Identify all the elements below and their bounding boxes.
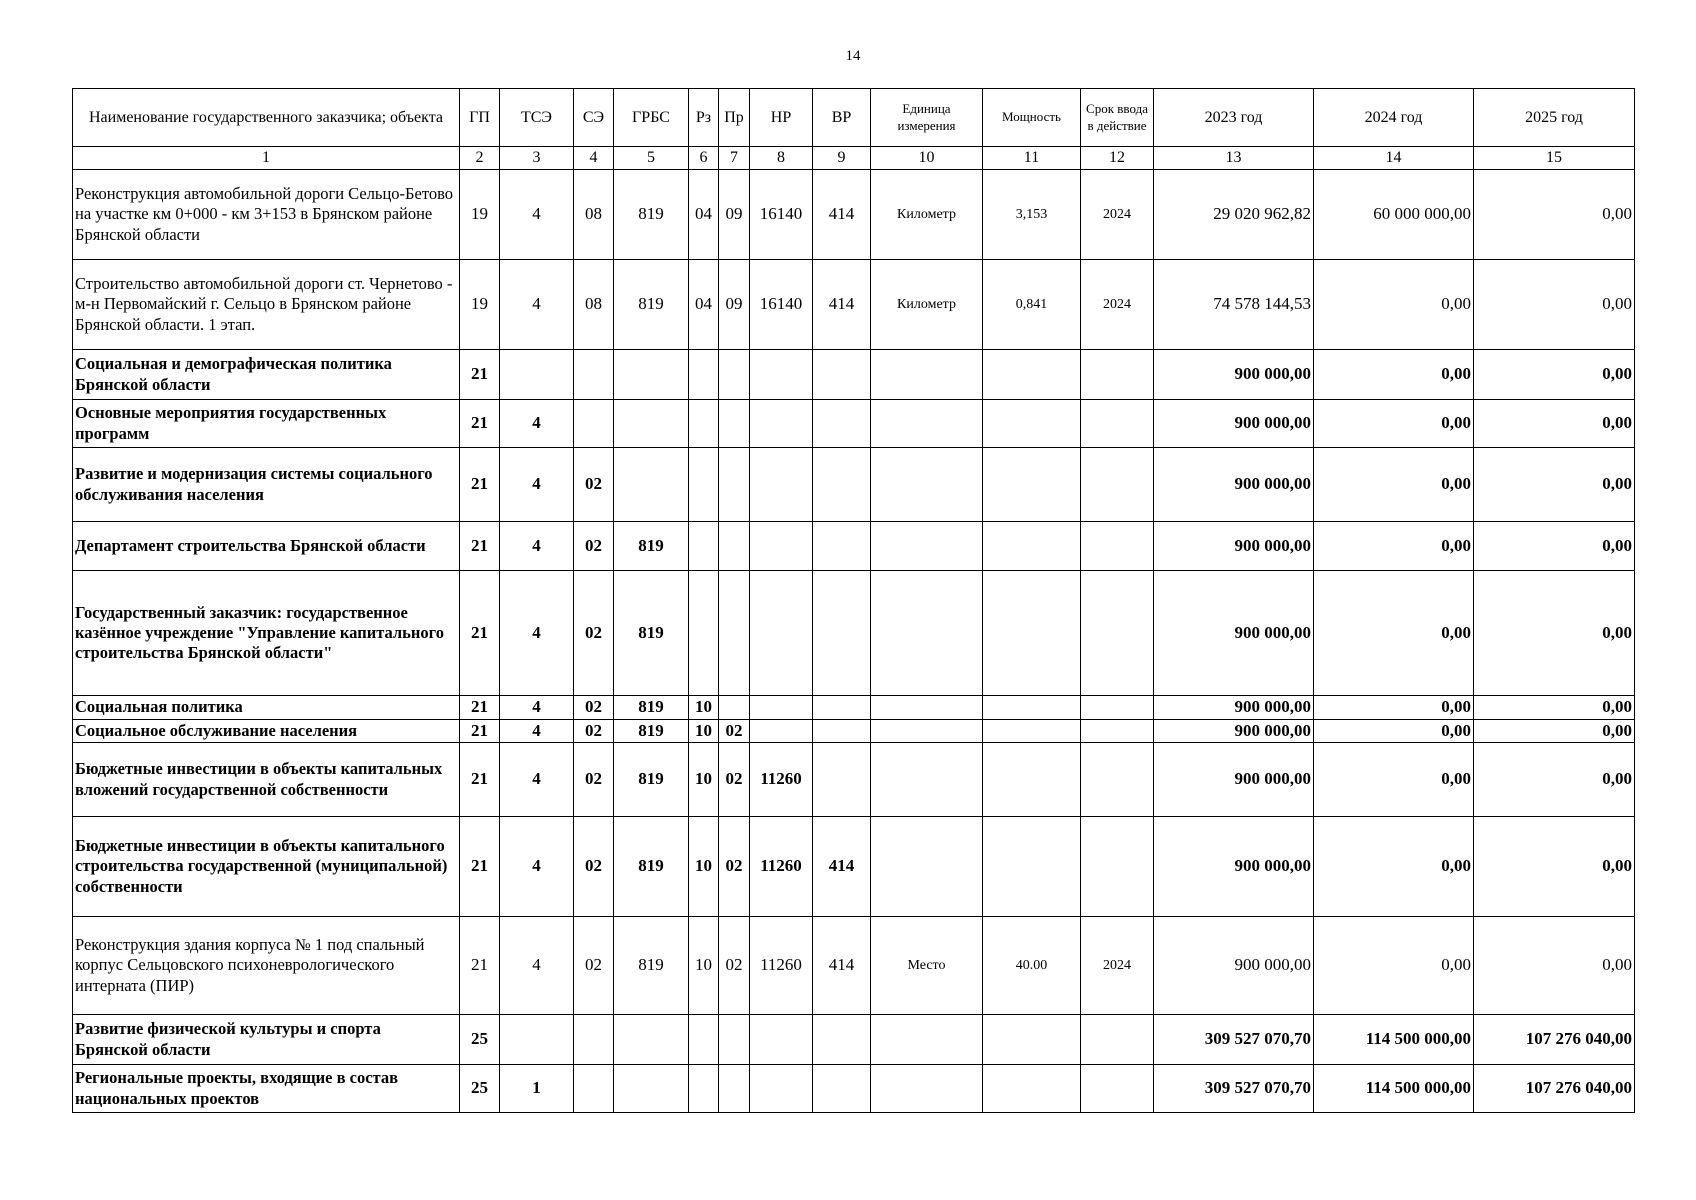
header-2024: 2024 год: [1314, 89, 1474, 147]
cell-2024: 0,00: [1314, 350, 1474, 400]
table-row: [73, 817, 1635, 917]
cell-2023: 900 000,00: [1154, 696, 1314, 720]
cell-2025: 0,00: [1474, 571, 1635, 696]
cell-tse: 1: [500, 1065, 574, 1113]
cell-tse: [500, 350, 574, 400]
cell-2023: 29 020 962,82: [1154, 170, 1314, 260]
column-number: 15: [1474, 147, 1635, 170]
cell-tse: 4: [500, 917, 574, 1015]
header-vr: ВР: [813, 89, 871, 147]
cell-power: [983, 571, 1081, 696]
cell-tse: 4: [500, 817, 574, 917]
cell-tse: 4: [500, 400, 574, 448]
cell-se: [574, 400, 614, 448]
cell-name: Бюджетные инвестиции в объекты капитальных вложений государственной собственности: [73, 743, 460, 817]
header-tse: ТСЭ: [500, 89, 574, 147]
cell-vr: [813, 448, 871, 522]
cell-se: 02: [574, 696, 614, 720]
cell-grbs: [614, 1015, 689, 1065]
cell-2025: 107 276 040,00: [1474, 1015, 1635, 1065]
cell-nr: [750, 696, 813, 720]
cell-power: [983, 1065, 1081, 1113]
cell-name: Государственный заказчик: государственное казённое учреждение "Управление капитального строительства Брянской области": [73, 571, 460, 696]
cell-2024: 0,00: [1314, 917, 1474, 1015]
cell-2023: 309 527 070,70: [1154, 1015, 1314, 1065]
cell-rz: 10: [689, 743, 719, 817]
cell-2024: 114 500 000,00: [1314, 1015, 1474, 1065]
cell-name: Социальная политика: [73, 696, 460, 720]
cell-2024: 0,00: [1314, 260, 1474, 350]
cell-vr: [813, 743, 871, 817]
cell-pr: 02: [719, 743, 750, 817]
header-se: СЭ: [574, 89, 614, 147]
header-2023: 2023 год: [1154, 89, 1314, 147]
cell-2024: 0,00: [1314, 571, 1474, 696]
cell-grbs: 819: [614, 571, 689, 696]
cell-2024: 0,00: [1314, 522, 1474, 571]
cell-unit: Километр: [871, 260, 983, 350]
cell-2024: 0,00: [1314, 743, 1474, 817]
cell-se: 08: [574, 170, 614, 260]
cell-vr: [813, 522, 871, 571]
cell-gp: 21: [460, 743, 500, 817]
cell-2025: 0,00: [1474, 400, 1635, 448]
header-nr: НР: [750, 89, 813, 147]
cell-term: 2024: [1081, 170, 1154, 260]
cell-2025: 0,00: [1474, 917, 1635, 1015]
cell-unit: [871, 350, 983, 400]
column-number: 9: [813, 147, 871, 170]
cell-nr: [750, 350, 813, 400]
budget-table: [72, 88, 1635, 1113]
cell-2025: 0,00: [1474, 696, 1635, 720]
cell-unit: [871, 720, 983, 743]
cell-gp: 19: [460, 170, 500, 260]
cell-se: [574, 1065, 614, 1113]
cell-nr: 11260: [750, 743, 813, 817]
cell-2025: 0,00: [1474, 260, 1635, 350]
cell-2023: 900 000,00: [1154, 522, 1314, 571]
cell-2023: 900 000,00: [1154, 448, 1314, 522]
cell-pr: 09: [719, 170, 750, 260]
cell-grbs: 819: [614, 743, 689, 817]
cell-nr: 11260: [750, 817, 813, 917]
cell-tse: [500, 1015, 574, 1065]
cell-se: 02: [574, 448, 614, 522]
cell-term: [1081, 522, 1154, 571]
cell-rz: 10: [689, 917, 719, 1015]
cell-pr: [719, 1065, 750, 1113]
header-unit: Единица измерения: [871, 89, 983, 147]
cell-pr: [719, 448, 750, 522]
table-row: [73, 917, 1635, 1015]
cell-gp: 21: [460, 571, 500, 696]
cell-gp: 21: [460, 522, 500, 571]
table-row: [73, 1015, 1635, 1065]
cell-tse: 4: [500, 170, 574, 260]
cell-rz: [689, 522, 719, 571]
cell-rz: [689, 400, 719, 448]
cell-2023: 900 000,00: [1154, 350, 1314, 400]
cell-gp: 21: [460, 720, 500, 743]
cell-unit: [871, 522, 983, 571]
cell-se: 02: [574, 817, 614, 917]
cell-2024: 0,00: [1314, 696, 1474, 720]
cell-term: 2024: [1081, 917, 1154, 1015]
cell-nr: [750, 522, 813, 571]
cell-gp: 21: [460, 696, 500, 720]
cell-rz: [689, 1065, 719, 1113]
cell-gp: 21: [460, 448, 500, 522]
cell-pr: 02: [719, 817, 750, 917]
cell-pr: [719, 400, 750, 448]
cell-term: [1081, 720, 1154, 743]
header-2025: 2025 год: [1474, 89, 1635, 147]
cell-term: [1081, 571, 1154, 696]
cell-grbs: [614, 350, 689, 400]
cell-gp: 21: [460, 400, 500, 448]
header-name: Наименование государственного заказчика; объекта: [73, 89, 460, 147]
cell-2024: 0,00: [1314, 448, 1474, 522]
table-row: [73, 522, 1635, 571]
header-gp: ГП: [460, 89, 500, 147]
cell-pr: [719, 1015, 750, 1065]
column-number: 1: [73, 147, 460, 170]
cell-grbs: 819: [614, 696, 689, 720]
cell-2025: 0,00: [1474, 743, 1635, 817]
cell-pr: [719, 350, 750, 400]
cell-2025: 0,00: [1474, 720, 1635, 743]
cell-grbs: 819: [614, 720, 689, 743]
cell-grbs: 819: [614, 522, 689, 571]
cell-rz: [689, 1015, 719, 1065]
header-grbs: ГРБС: [614, 89, 689, 147]
cell-pr: [719, 522, 750, 571]
cell-term: 2024: [1081, 260, 1154, 350]
cell-vr: [813, 1015, 871, 1065]
cell-rz: 10: [689, 696, 719, 720]
column-number: 6: [689, 147, 719, 170]
cell-2023: 900 000,00: [1154, 743, 1314, 817]
cell-name: Региональные проекты, входящие в состав национальных проектов: [73, 1065, 460, 1113]
cell-tse: 4: [500, 522, 574, 571]
cell-rz: 10: [689, 817, 719, 917]
table-row: [73, 720, 1635, 743]
cell-vr: [813, 1065, 871, 1113]
cell-rz: 04: [689, 170, 719, 260]
cell-grbs: [614, 1065, 689, 1113]
cell-grbs: 819: [614, 917, 689, 1015]
cell-2023: 900 000,00: [1154, 917, 1314, 1015]
cell-tse: 4: [500, 260, 574, 350]
cell-vr: [813, 720, 871, 743]
cell-unit: [871, 743, 983, 817]
cell-unit: Место: [871, 917, 983, 1015]
column-number: 12: [1081, 147, 1154, 170]
cell-unit: [871, 1015, 983, 1065]
cell-term: [1081, 400, 1154, 448]
cell-vr: 414: [813, 917, 871, 1015]
cell-nr: 16140: [750, 170, 813, 260]
cell-power: 0,841: [983, 260, 1081, 350]
cell-power: [983, 448, 1081, 522]
header-power: Мощность: [983, 89, 1081, 147]
cell-vr: 414: [813, 260, 871, 350]
cell-nr: 16140: [750, 260, 813, 350]
cell-name: Основные мероприятия государственных программ: [73, 400, 460, 448]
cell-se: 02: [574, 917, 614, 1015]
cell-vr: 414: [813, 817, 871, 917]
cell-unit: [871, 571, 983, 696]
table-row: [73, 448, 1635, 522]
cell-rz: [689, 350, 719, 400]
cell-2023: 900 000,00: [1154, 571, 1314, 696]
cell-pr: 02: [719, 917, 750, 1015]
header-pr: Пр: [719, 89, 750, 147]
cell-2025: 0,00: [1474, 448, 1635, 522]
table-row: [73, 1065, 1635, 1113]
cell-term: [1081, 448, 1154, 522]
cell-power: [983, 522, 1081, 571]
column-number: 8: [750, 147, 813, 170]
cell-tse: 4: [500, 571, 574, 696]
column-number: 14: [1314, 147, 1474, 170]
column-number: 4: [574, 147, 614, 170]
cell-se: 02: [574, 522, 614, 571]
cell-name: Строительство автомобильной дороги ст. Чернетово - м-н Первомайский г. Сельцо в Брянском районе Брянской области. 1 этап.: [73, 260, 460, 350]
cell-name: Развитие и модернизация системы социального обслуживания населения: [73, 448, 460, 522]
column-numbers-row: [73, 147, 1635, 170]
cell-2023: 309 527 070,70: [1154, 1065, 1314, 1113]
cell-tse: 4: [500, 743, 574, 817]
table-row: [73, 696, 1635, 720]
cell-term: [1081, 1015, 1154, 1065]
cell-nr: [750, 448, 813, 522]
cell-se: 02: [574, 720, 614, 743]
cell-grbs: [614, 400, 689, 448]
cell-vr: 414: [813, 170, 871, 260]
column-number: 5: [614, 147, 689, 170]
cell-nr: [750, 1065, 813, 1113]
header-row: [73, 89, 1635, 147]
cell-vr: [813, 400, 871, 448]
cell-term: [1081, 743, 1154, 817]
cell-grbs: 819: [614, 260, 689, 350]
cell-term: [1081, 696, 1154, 720]
cell-vr: [813, 696, 871, 720]
table-row: [73, 400, 1635, 448]
cell-rz: 04: [689, 260, 719, 350]
cell-unit: [871, 400, 983, 448]
cell-2025: 107 276 040,00: [1474, 1065, 1635, 1113]
cell-gp: 25: [460, 1065, 500, 1113]
column-number: 11: [983, 147, 1081, 170]
cell-unit: [871, 448, 983, 522]
cell-unit: [871, 1065, 983, 1113]
cell-power: [983, 720, 1081, 743]
cell-2025: 0,00: [1474, 170, 1635, 260]
cell-name: Реконструкция здания корпуса № 1 под спальный корпус Сельцовского психоневрологического интерната (ПИР): [73, 917, 460, 1015]
cell-unit: [871, 696, 983, 720]
cell-grbs: 819: [614, 170, 689, 260]
column-number: 7: [719, 147, 750, 170]
cell-2025: 0,00: [1474, 522, 1635, 571]
cell-name: Реконструкция автомобильной дороги Сельцо-Бетово на участке км 0+000 - км 3+153 в Брянском районе Брянской области: [73, 170, 460, 260]
cell-2023: 74 578 144,53: [1154, 260, 1314, 350]
cell-nr: [750, 720, 813, 743]
cell-name: Развитие физической культуры и спорта Брянской области: [73, 1015, 460, 1065]
cell-gp: 21: [460, 917, 500, 1015]
cell-gp: 21: [460, 350, 500, 400]
column-number: 13: [1154, 147, 1314, 170]
cell-se: 02: [574, 743, 614, 817]
table-row: [73, 260, 1635, 350]
header-term: Срок ввода в действие: [1081, 89, 1154, 147]
table-row: [73, 743, 1635, 817]
cell-grbs: 819: [614, 817, 689, 917]
cell-power: [983, 350, 1081, 400]
cell-2024: 114 500 000,00: [1314, 1065, 1474, 1113]
cell-unit: [871, 817, 983, 917]
cell-2024: 0,00: [1314, 817, 1474, 917]
cell-nr: [750, 400, 813, 448]
cell-term: [1081, 350, 1154, 400]
cell-name: Социальное обслуживание населения: [73, 720, 460, 743]
cell-tse: 4: [500, 448, 574, 522]
cell-rz: 10: [689, 720, 719, 743]
cell-name: Департамент строительства Брянской области: [73, 522, 460, 571]
cell-power: 3,153: [983, 170, 1081, 260]
cell-gp: 21: [460, 817, 500, 917]
cell-term: [1081, 1065, 1154, 1113]
cell-name: Социальная и демографическая политика Брянской области: [73, 350, 460, 400]
cell-power: [983, 817, 1081, 917]
cell-se: [574, 350, 614, 400]
cell-nr: 11260: [750, 917, 813, 1015]
cell-term: [1081, 817, 1154, 917]
cell-gp: 25: [460, 1015, 500, 1065]
cell-se: 02: [574, 571, 614, 696]
cell-2024: 60 000 000,00: [1314, 170, 1474, 260]
header-rz: Рз: [689, 89, 719, 147]
cell-vr: [813, 571, 871, 696]
cell-2023: 900 000,00: [1154, 720, 1314, 743]
cell-pr: 02: [719, 720, 750, 743]
cell-2023: 900 000,00: [1154, 400, 1314, 448]
cell-power: [983, 743, 1081, 817]
cell-2024: 0,00: [1314, 400, 1474, 448]
cell-gp: 19: [460, 260, 500, 350]
table-row: [73, 571, 1635, 696]
cell-grbs: [614, 448, 689, 522]
cell-se: 08: [574, 260, 614, 350]
cell-power: [983, 400, 1081, 448]
cell-name: Бюджетные инвестиции в объекты капитального строительства государственной (муниципальной) собственности: [73, 817, 460, 917]
cell-se: [574, 1015, 614, 1065]
cell-rz: [689, 571, 719, 696]
cell-power: 40.00: [983, 917, 1081, 1015]
cell-pr: [719, 696, 750, 720]
cell-2023: 900 000,00: [1154, 817, 1314, 917]
table-row: [73, 170, 1635, 260]
cell-nr: [750, 1015, 813, 1065]
cell-tse: 4: [500, 696, 574, 720]
column-number: 10: [871, 147, 983, 170]
cell-pr: 09: [719, 260, 750, 350]
column-number: 2: [460, 147, 500, 170]
column-number: 3: [500, 147, 574, 170]
cell-2025: 0,00: [1474, 817, 1635, 917]
cell-vr: [813, 350, 871, 400]
cell-pr: [719, 571, 750, 696]
table-body: [73, 170, 1635, 1113]
cell-rz: [689, 448, 719, 522]
table-row: [73, 350, 1635, 400]
cell-power: [983, 1015, 1081, 1065]
cell-power: [983, 696, 1081, 720]
cell-2024: 0,00: [1314, 720, 1474, 743]
cell-nr: [750, 571, 813, 696]
cell-tse: 4: [500, 720, 574, 743]
page-number: 14: [845, 48, 861, 64]
cell-unit: Километр: [871, 170, 983, 260]
cell-2025: 0,00: [1474, 350, 1635, 400]
